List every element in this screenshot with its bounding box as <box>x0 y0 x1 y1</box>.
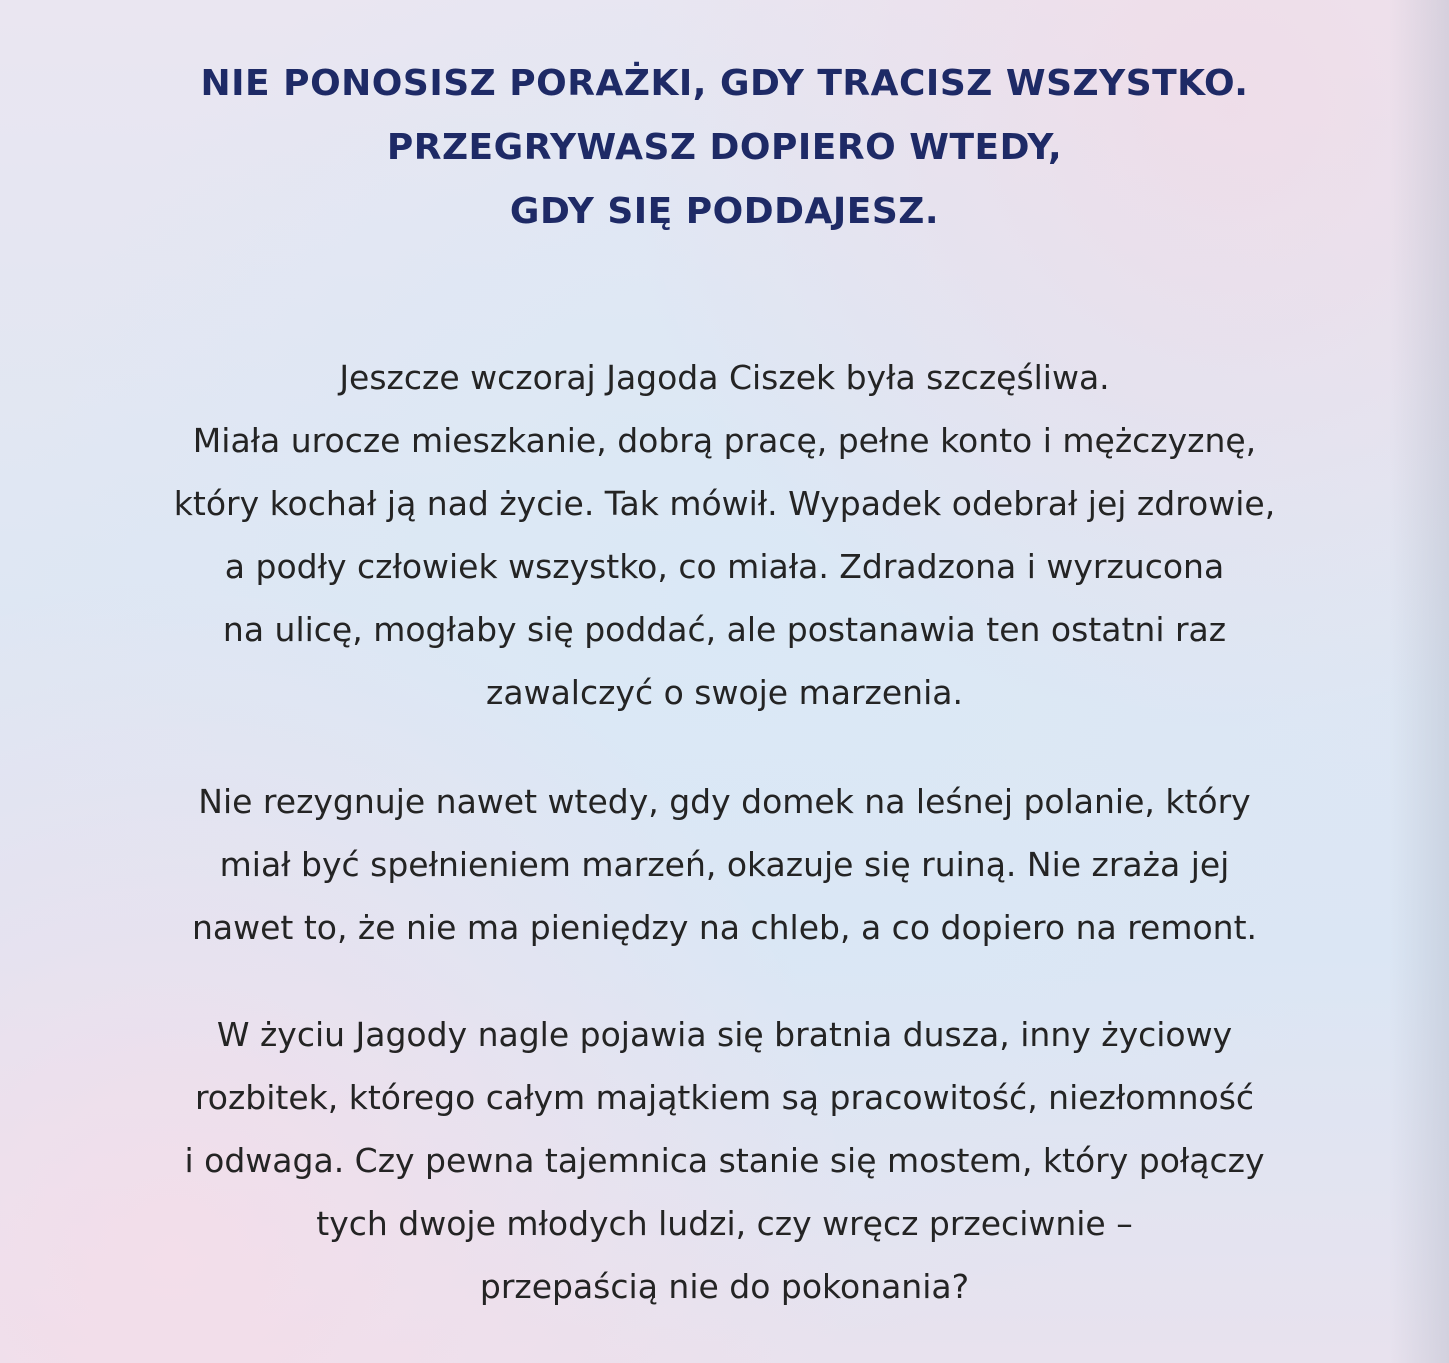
headline-line: GDY SIĘ PODDAJESZ. <box>509 191 940 232</box>
paragraph-line: rozbitek, którego całym majątkiem są pracowitość, niezłomność <box>194 1078 1255 1117</box>
paragraph-line: Nie rezygnuje nawet wtedy, gdy domek na leśnej polanie, który <box>198 782 1251 821</box>
headline-line: NIE PONOSISZ PORAŻKI, GDY TRACISZ WSZYSTKO. <box>200 63 1249 104</box>
paragraph-line: miał być spełnieniem marzeń, okazuje się ruiną. Nie zraża jej <box>219 845 1230 884</box>
paragraph-line: Miała urocze mieszkanie, dobrą pracę, pełne konto i mężczyznę, <box>192 421 1257 460</box>
blurb-paragraph-3 <box>0 1003 1449 1318</box>
headline-quote <box>0 52 1449 244</box>
paragraph-line: nawet to, że nie ma pieniędzy na chleb, a co dopiero na remont. <box>191 908 1258 947</box>
paragraph-line: i odwaga. Czy pewna tajemnica stanie się mostem, który połączy <box>184 1141 1265 1180</box>
blurb-paragraph-1 <box>0 346 1449 724</box>
paragraph-line: Jeszcze wczoraj Jagoda Ciszek była szczęśliwa. <box>339 358 1110 397</box>
paragraph-line: zawalczyć o swoje marzenia. <box>486 673 963 712</box>
paragraph-line: który kochał ją nad życie. Tak mówił. Wypadek odebrał jej zdrowie, <box>173 484 1276 523</box>
blurb-paragraph-2 <box>0 770 1449 959</box>
paragraph-line: na ulicę, mogłaby się poddać, ale postanawia ten ostatni raz <box>222 610 1227 649</box>
paragraph-line: przepaścią nie do pokonania? <box>479 1267 970 1306</box>
paragraph-line: tych dwoje młodych ludzi, czy wręcz przeciwnie – <box>316 1204 1133 1243</box>
paragraph-line: W życiu Jagody nagle pojawia się bratnia dusza, inny życiowy <box>216 1015 1233 1054</box>
headline-line: PRZEGRYWASZ DOPIERO WTEDY, <box>386 127 1063 168</box>
paragraph-line: a podły człowiek wszystko, co miała. Zdradzona i wyrzucona <box>224 547 1225 586</box>
